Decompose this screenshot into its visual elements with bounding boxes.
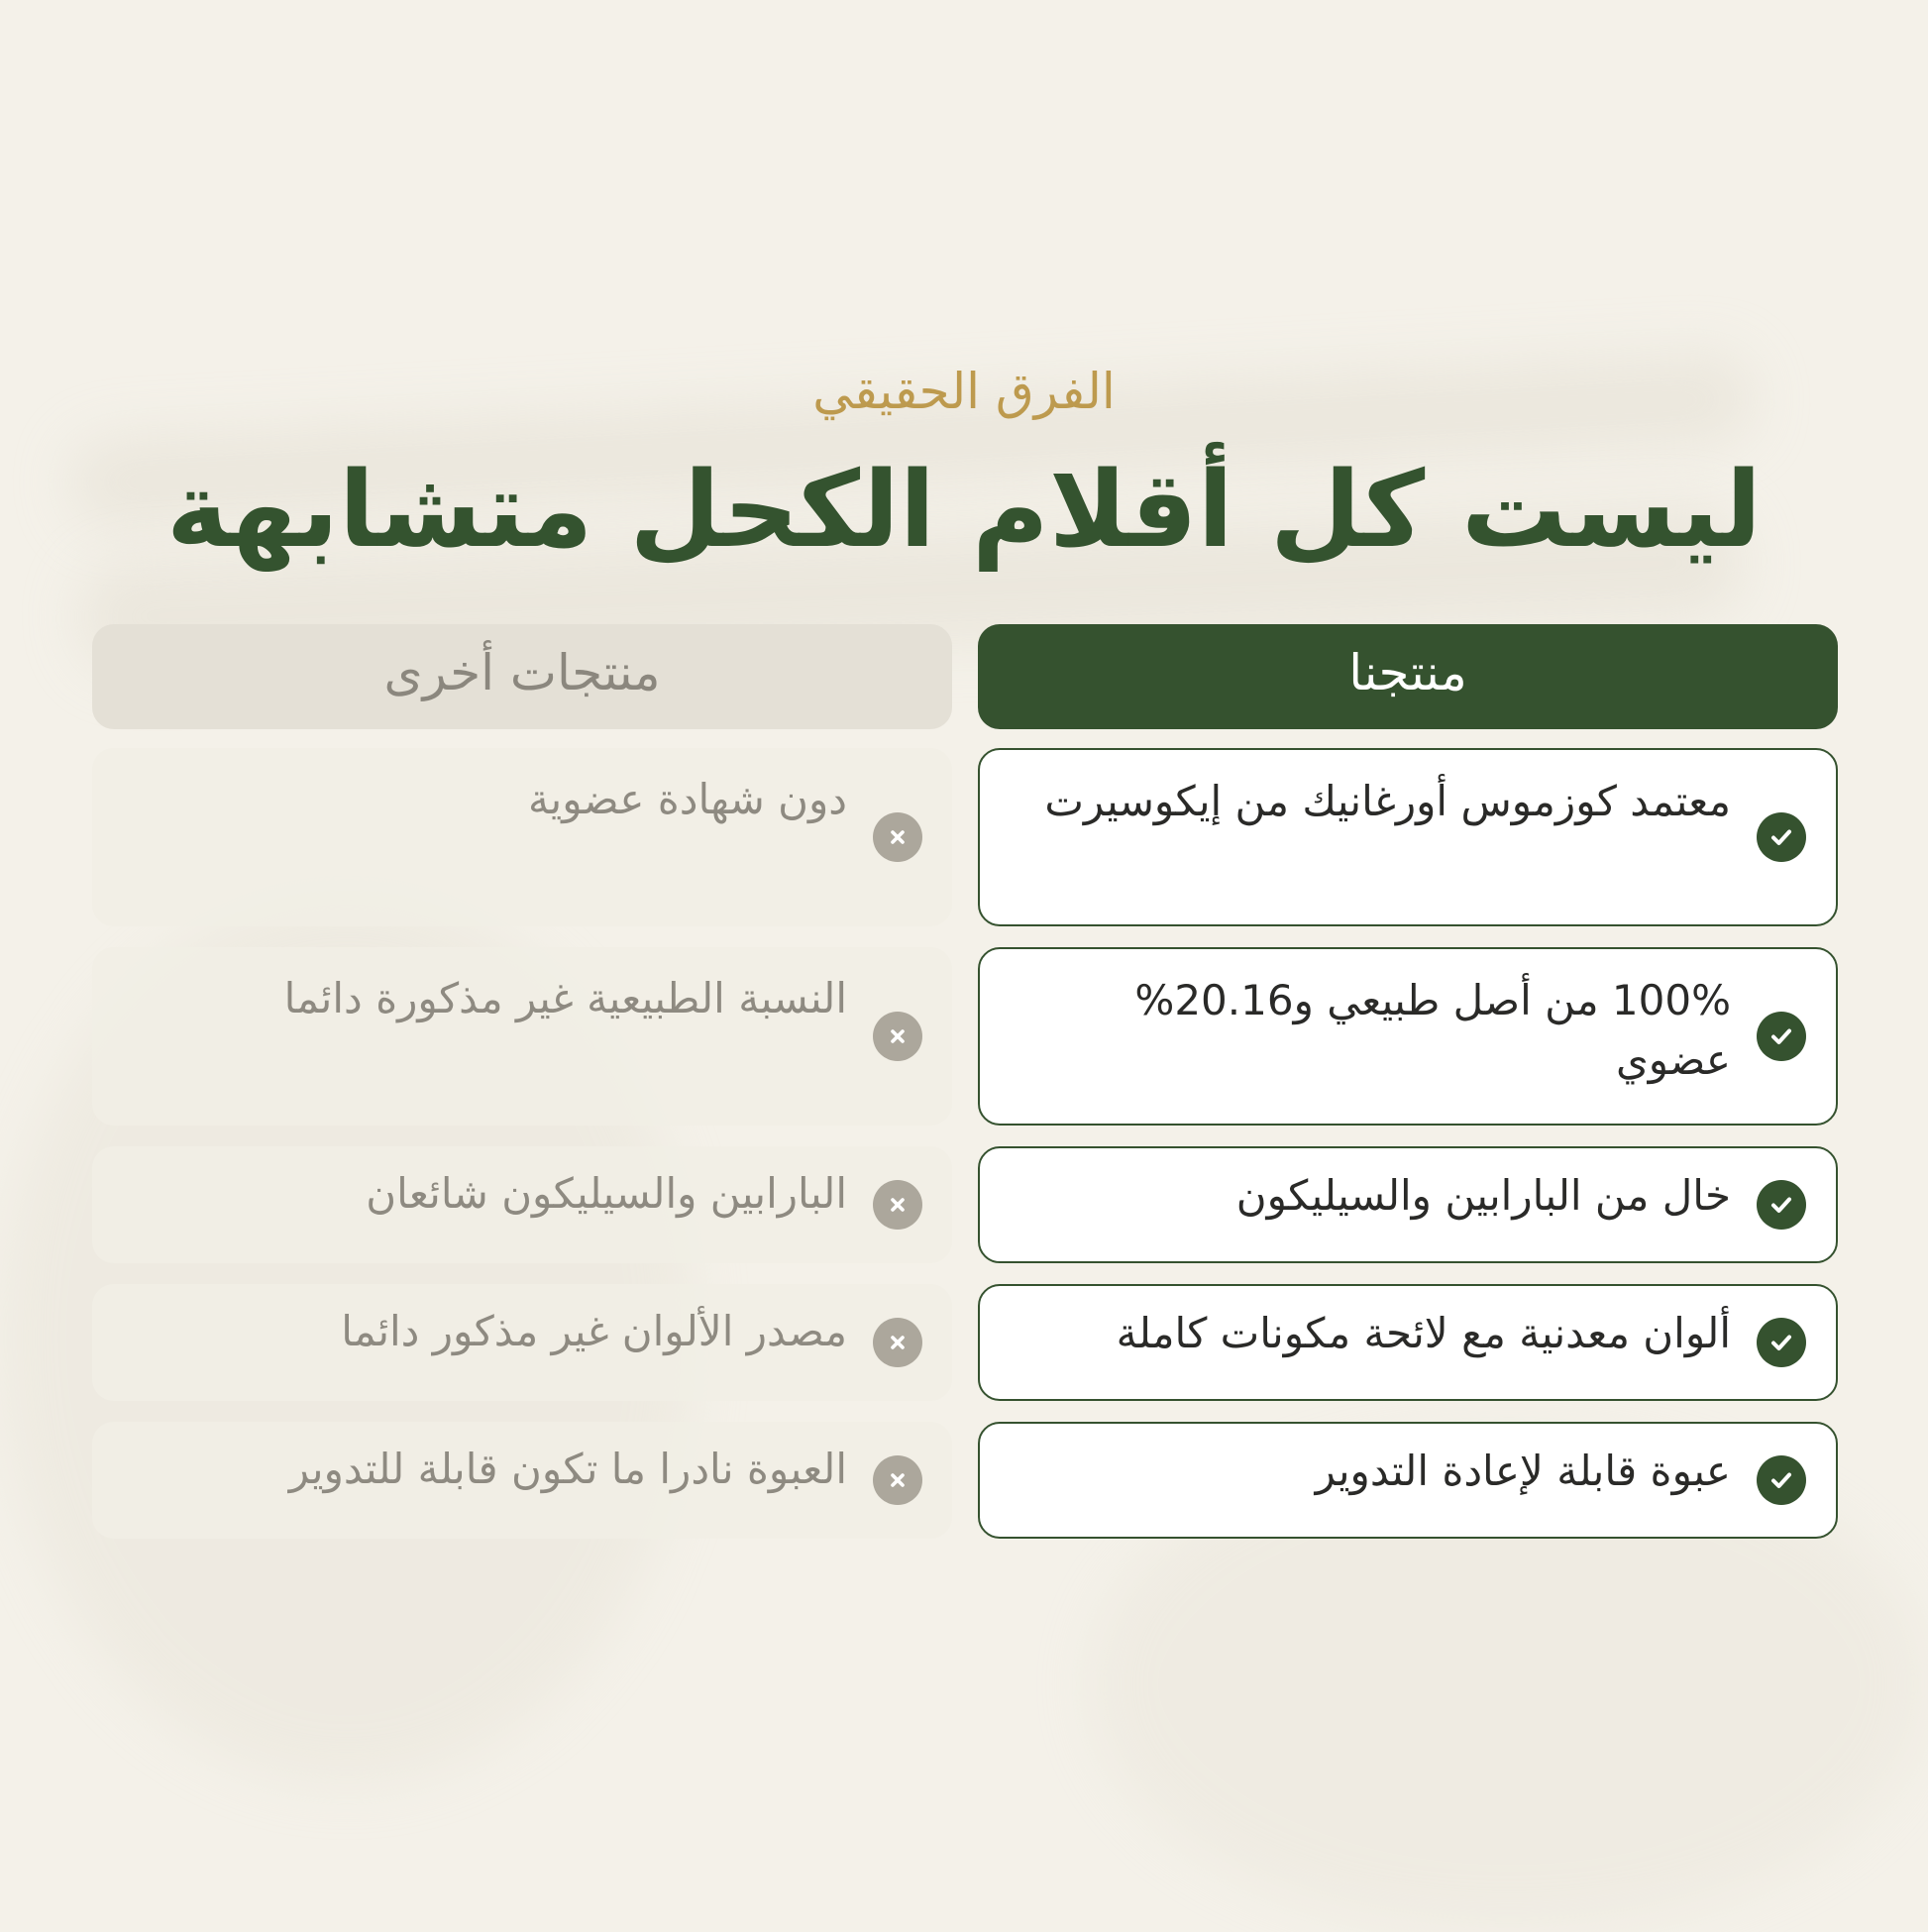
- check-circle-icon: [1757, 812, 1806, 862]
- comparison-row-ours: [978, 947, 1838, 1126]
- row-text: خال من البارابين والسيليكون: [1235, 1171, 1731, 1220]
- row-text: عبوة قابلة لإعادة التدوير: [1315, 1447, 1731, 1495]
- column-header-others: منتجات أخرى: [92, 624, 952, 729]
- check-circle-icon: [1757, 1318, 1806, 1367]
- x-circle-icon: [873, 1455, 922, 1505]
- page-title: ليست كل أقلام الكحل متشابهة: [165, 449, 1763, 571]
- comparison-row-others: [92, 1284, 952, 1401]
- comparison-row-others: [92, 1146, 952, 1263]
- row-text: 100% من أصل طبيعي و20.16% عضوي: [1134, 976, 1731, 1084]
- comparison-row-ours: [978, 748, 1838, 926]
- comparison-row-others: [92, 748, 952, 926]
- eyebrow-text: الفرق الحقيقي: [812, 363, 1116, 420]
- comparison-row-others: [92, 1422, 952, 1539]
- column-header-ours: منتجنا: [978, 624, 1838, 729]
- check-circle-icon: [1757, 1180, 1806, 1230]
- check-circle-icon: [1757, 1012, 1806, 1061]
- row-text: العبوة نادرا ما تكون قابلة للتدوير: [288, 1445, 847, 1493]
- x-circle-icon: [873, 1012, 922, 1061]
- row-text: دون شهادة عضوية: [528, 775, 847, 823]
- comparison-row-ours: [978, 1146, 1838, 1263]
- row-text: معتمد كوزموس أورغانيك من إيكوسيرت: [1044, 777, 1731, 825]
- row-text: النسبة الطبيعية غير مذكورة دائما: [283, 974, 847, 1022]
- x-circle-icon: [873, 812, 922, 862]
- check-circle-icon: [1757, 1455, 1806, 1505]
- x-circle-icon: [873, 1180, 922, 1230]
- comparison-row-others: [92, 947, 952, 1126]
- x-circle-icon: [873, 1318, 922, 1367]
- comparison-row-ours: [978, 1284, 1838, 1401]
- row-text: البارابين والسيليكون شائعان: [366, 1169, 847, 1218]
- row-text: ألوان معدنية مع لائحة مكونات كاملة: [1116, 1309, 1731, 1357]
- comparison-row-ours: [978, 1422, 1838, 1539]
- row-text: مصدر الألوان غير مذكور دائما: [341, 1307, 847, 1355]
